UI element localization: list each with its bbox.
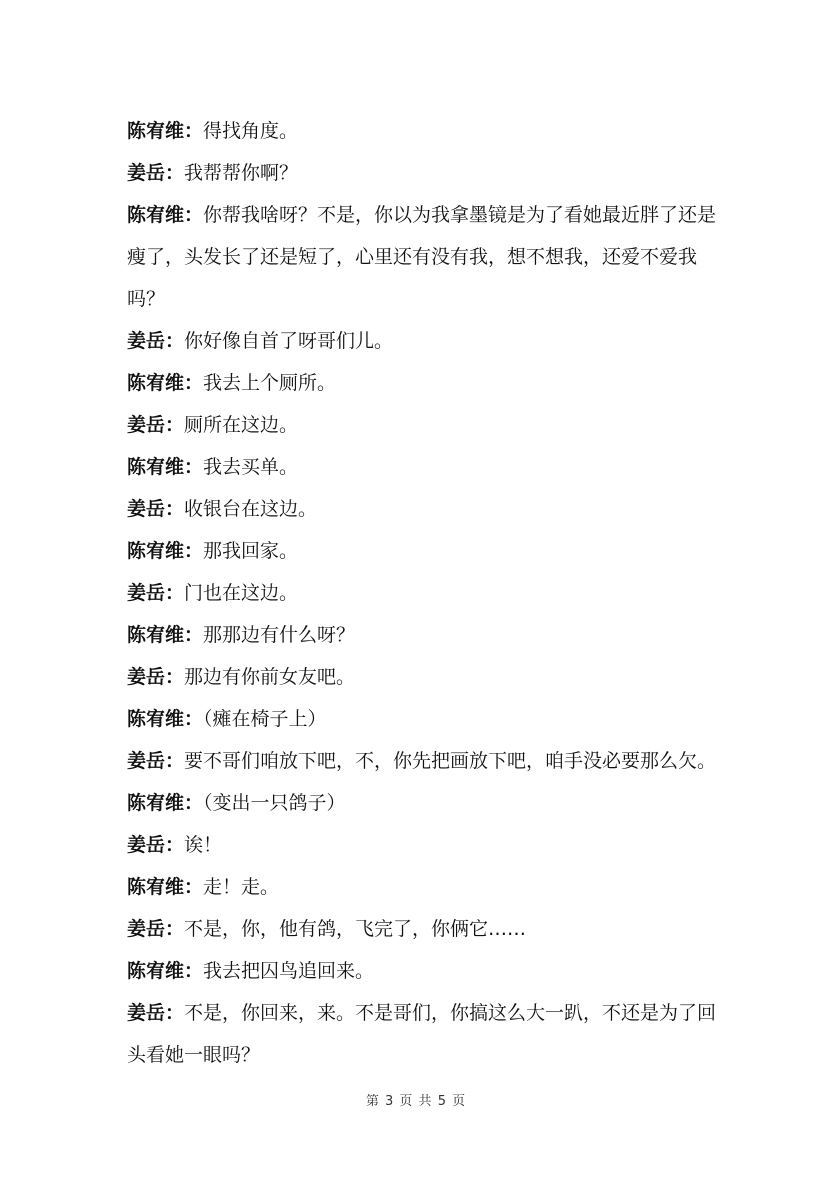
- line-text: 不是，你回来，来。不是哥们，你搞这么大一趴，不还是为了回头看她一眼吗？: [127, 1002, 717, 1066]
- dialogue-line: [127, 824, 717, 866]
- speaker-name: 陈宥维：: [127, 204, 204, 226]
- line-text: 那我回家。: [203, 540, 299, 562]
- speaker-name: 姜岳：: [127, 834, 185, 856]
- dialogue-line: [127, 908, 717, 950]
- dialogue-line: [127, 530, 717, 572]
- line-text: 收银台在这边。: [184, 498, 318, 520]
- line-text: 不是，你，他有鸽，飞完了，你俩它……: [184, 918, 527, 940]
- speaker-name: 陈宥维：: [127, 792, 204, 814]
- dialogue-line: [127, 320, 717, 362]
- dialogue-line: [127, 698, 717, 740]
- line-text: 走！走。: [203, 876, 280, 898]
- speaker-name: 陈宥维：: [127, 120, 204, 142]
- speaker-name: 陈宥维：: [127, 960, 204, 982]
- dialogue-line: [127, 614, 717, 656]
- dialogue-line: [127, 866, 717, 908]
- line-text: 你帮我啥呀？不是，你以为我拿墨镜是为了看她最近胖了还是瘦了，头发长了还是短了，心里还有没有我，想不想我，还爱不爱我吗？: [127, 204, 717, 310]
- line-text: 门也在这边。: [184, 582, 299, 604]
- speaker-name: 姜岳：: [127, 330, 185, 352]
- dialogue-line: [127, 404, 717, 446]
- dialogue-line: [127, 992, 717, 1076]
- dialogue-line: [127, 194, 717, 320]
- line-text: 厕所在这边。: [184, 414, 299, 436]
- dialogue-line: [127, 446, 717, 488]
- line-text: 那那边有什么呀？: [203, 624, 356, 646]
- line-text: 我去上个厕所。: [203, 372, 337, 394]
- dialogue-line: [127, 656, 717, 698]
- dialogue-line: [127, 950, 717, 992]
- line-text: （变出一只鸽子）: [203, 792, 346, 814]
- speaker-name: 陈宥维：: [127, 372, 204, 394]
- page-number-footer: 第 3 页 共 5 页: [365, 1094, 467, 1109]
- dialogue-line: [127, 740, 717, 782]
- line-text: （瘫在椅子上）: [203, 708, 327, 730]
- speaker-name: 姜岳：: [127, 918, 185, 940]
- speaker-name: 陈宥维：: [127, 876, 204, 898]
- speaker-name: 姜岳：: [127, 750, 185, 772]
- speaker-name: 姜岳：: [127, 1002, 185, 1024]
- line-text: 要不哥们咱放下吧，不，你先把画放下吧，咱手没必要那么欠。: [184, 750, 717, 772]
- dialogue-line: [127, 572, 717, 614]
- line-text: 我帮帮你啊？: [184, 162, 299, 184]
- speaker-name: 姜岳：: [127, 414, 185, 436]
- dialogue-line: [127, 782, 717, 824]
- dialogue-line: [127, 488, 717, 530]
- line-text: 那边有你前女友吧。: [184, 666, 356, 688]
- speaker-name: 姜岳：: [127, 162, 185, 184]
- speaker-name: 姜岳：: [127, 498, 185, 520]
- line-text: 诶！: [184, 834, 223, 856]
- line-text: 我去把囚鸟追回来。: [203, 960, 375, 982]
- dialogue-line: [127, 362, 717, 404]
- line-text: 得找角度。: [203, 120, 299, 142]
- speaker-name: 姜岳：: [127, 582, 185, 604]
- line-text: 我去买单。: [203, 456, 299, 478]
- speaker-name: 姜岳：: [127, 666, 185, 688]
- dialogue-line: [127, 152, 717, 194]
- speaker-name: 陈宥维：: [127, 540, 204, 562]
- dialogue-line: [127, 110, 717, 152]
- speaker-name: 陈宥维：: [127, 624, 204, 646]
- line-text: 你好像自首了呀哥们儿。: [184, 330, 394, 352]
- speaker-name: 陈宥维：: [127, 708, 204, 730]
- dialogue-body: [127, 110, 717, 1076]
- speaker-name: 陈宥维：: [127, 456, 204, 478]
